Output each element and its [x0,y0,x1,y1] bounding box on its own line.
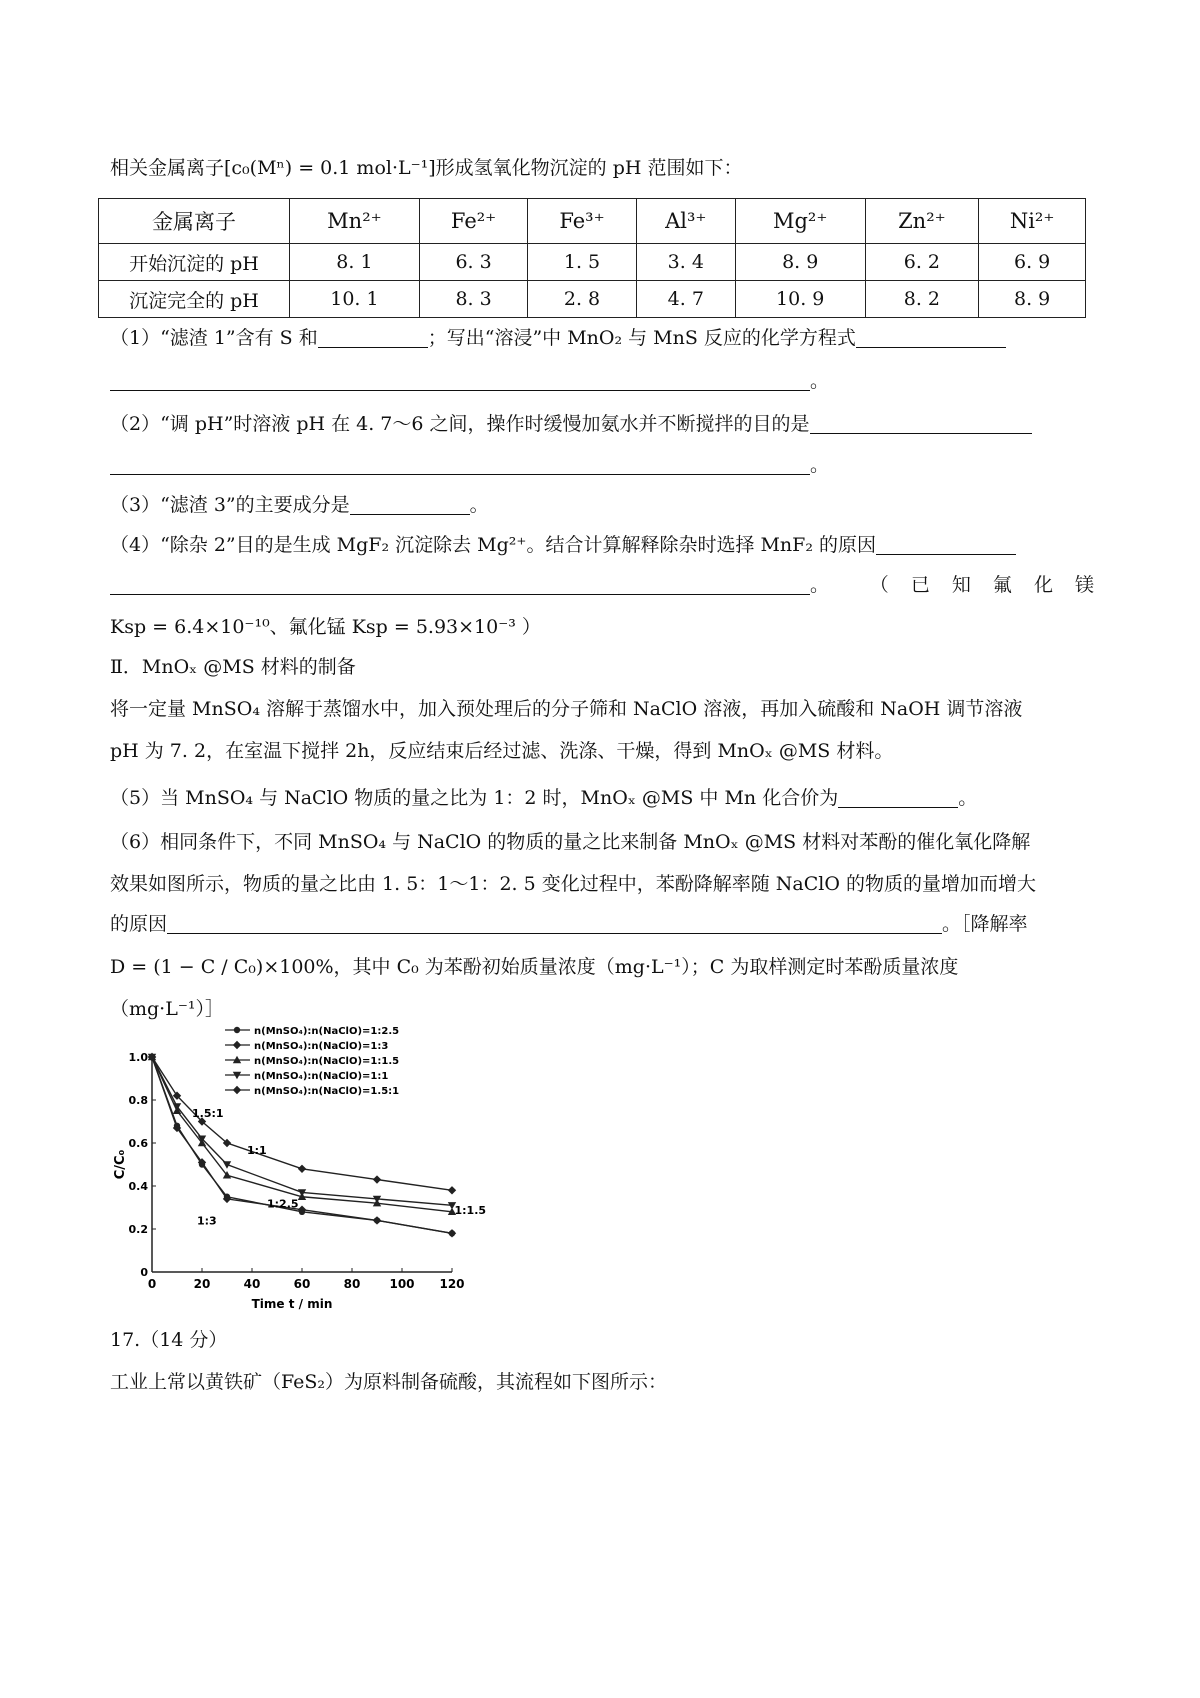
q6-text-a: 的原因 [110,913,168,935]
question-6-line2: 效果如图所示，物质的量之比由 1. 5：1～1：2. 5 变化过程中，苯酚降解率随 NaClO 的物质的量增加而增大 [110,873,1036,895]
data-point [234,1027,240,1033]
legend-label: n(MnSO₄):n(NaClO)=1.5:1 [254,1086,400,1097]
question-6: （6）相同条件下，不同 MnSO₄ 与 NaClO 的物质的量之比来制备 MnOₓ @MS 材料对苯酚的催化氧化降解 [110,831,1031,853]
question-4-cont [110,572,1102,598]
paragraph: pH 为 7. 2，在室温下搅拌 2h，反应结束后经过滤、洗涤、干燥，得到 MnOₓ @MS 材料。 [110,740,894,762]
data-point [373,1175,381,1183]
y-tick-label: 0 [140,1266,148,1279]
row-label: 沉淀完全的 pH [99,281,290,318]
x-tick-label: 120 [439,1277,465,1291]
answer-blank[interactable] [350,494,470,515]
y-tick-label: 0.6 [128,1137,148,1150]
q5-text: （5）当 MnSO₄ 与 NaClO 物质的量之比为 1：2 时，MnOₓ @MS 中 Mn 化合价为 [110,787,839,809]
table-cell: 10. 9 [735,281,865,318]
table-cell: 4. 7 [636,281,735,318]
ion-header: Ni²⁺ [979,199,1086,244]
answer-blank[interactable] [856,327,1006,348]
end-mark: 。 [958,787,978,809]
question-2-cont [110,452,829,478]
row-label: 开始沉淀的 pH [99,244,290,281]
ion-header: Al³⁺ [636,199,735,244]
legend-item [225,1071,388,1082]
table-header-label: 金属离子 [99,199,290,244]
ph-range-table [98,198,1086,318]
intro-line: 相关金属离子[c₀(Mⁿ) = 0.1 mol·L⁻¹]形成氢氧化物沉淀的 pH 范围如下： [110,157,743,179]
table-cell: 6. 3 [419,244,527,281]
answer-blank[interactable] [110,370,810,391]
table-cell: 3. 4 [636,244,735,281]
x-tick-label: 40 [243,1277,261,1291]
table-cell: 6. 2 [865,244,979,281]
table-cell: 8. 9 [735,244,865,281]
legend-label: n(MnSO₄):n(NaClO)=1:3 [254,1041,389,1052]
answer-blank[interactable] [810,413,1032,434]
annotation-label: 1:2.5 [267,1197,299,1211]
y-axis-label: C/C₀ [113,1149,128,1180]
q6-text-b: 。［降解率 [942,913,1028,935]
section-2-title: Ⅱ．MnOₓ @MS 材料的制备 [110,656,356,678]
data-point [373,1216,381,1224]
table-cell: 8. 1 [290,244,420,281]
legend-item [225,1041,388,1052]
annotation-label: 1:3 [197,1214,217,1228]
table-cell: 10. 1 [290,281,420,318]
question-17-text: 工业上常以黄铁矿（FeS₂）为原料制备硫酸，其流程如下图所示： [110,1371,668,1393]
end-mark: 。 [810,454,830,476]
end-mark: 。 [810,370,830,392]
degradation-chart [110,1022,490,1322]
q4-note: （ 已 知 氟 化 镁 [869,574,1102,596]
ion-header: Zn²⁺ [865,199,979,244]
legend-label: n(MnSO₄):n(NaClO)=1:1 [254,1071,389,1082]
paragraph: 将一定量 MnSO₄ 溶解于蒸馏水中，加入预处理后的分子筛和 NaClO 溶液，再加入硫酸和 NaOH 调节溶液 [110,698,1023,720]
data-point [448,1229,456,1237]
table-cell: 8. 3 [419,281,527,318]
legend-item [225,1056,399,1067]
annotation-label: 1:1 [247,1143,267,1157]
question-17-number: 17.（14 分） [110,1329,228,1351]
data-point [298,1165,306,1173]
annotation-label: 1:1.5 [454,1203,487,1217]
legend-item [225,1026,399,1037]
q3-text: （3）“滤渣 3”的主要成分是 [110,494,350,516]
x-tick-label: 60 [293,1277,311,1291]
chart-legend [225,1026,399,1097]
question-6-line5: （mg·L⁻¹）］ [110,998,224,1020]
answer-blank[interactable] [110,454,810,475]
q1-text-a: （1）“滤渣 1”含有 S 和 [110,327,318,349]
y-tick-label: 0.2 [128,1223,148,1236]
legend-label: n(MnSO₄):n(NaClO)=1:2.5 [254,1026,400,1037]
question-5 [110,785,977,811]
y-tick-label: 0.4 [128,1180,148,1193]
y-tick-label: 0.8 [128,1094,148,1107]
answer-blank[interactable] [318,327,428,348]
x-tick-label: 20 [193,1277,211,1291]
table-cell: 8. 2 [865,281,979,318]
question-3 [110,492,489,518]
ion-header: Fe²⁺ [419,199,527,244]
ion-header: Mn²⁺ [290,199,420,244]
q4-text: （4）“除杂 2”目的是生成 MgF₂ 沉淀除去 Mg²⁺。结合计算解释除杂时选择 MnF₂ 的原因 [110,534,877,556]
table-cell: 1. 5 [528,244,636,281]
question-1-cont [110,368,829,394]
question-2 [110,411,1032,437]
q4-ksp: Ksp = 6.4×10⁻¹⁰、氟化锰 Ksp = 5.93×10⁻³ ） [110,616,541,638]
x-axis-label: Time t / min [251,1297,333,1311]
answer-blank[interactable] [876,534,1016,555]
table-cell: 6. 9 [979,244,1086,281]
answer-blank[interactable] [838,787,958,808]
question-4 [110,532,1016,558]
data-point [233,1041,241,1049]
answer-blank[interactable] [110,574,810,595]
ion-header: Mg²⁺ [735,199,865,244]
legend-label: n(MnSO₄):n(NaClO)=1:1.5 [254,1056,400,1067]
end-mark: 。 [810,574,830,596]
x-tick-label: 100 [389,1277,415,1291]
question-6-line4: D = (1 − C / C₀)×100%，其中 C₀ 为苯酚初始质量浓度（mg·L⁻¹）；C 为取样测定时苯酚质量浓度 [110,956,959,978]
x-tick-label: 0 [147,1277,157,1291]
data-point [233,1086,241,1094]
y-tick-label: 1.0 [128,1051,148,1064]
q2-text: （2）“调 pH”时溶液 pH 在 4. 7～6 之间，操作时缓慢加氨水并不断搅拌的目的是 [110,413,810,435]
annotation-label: 1.5:1 [192,1107,224,1121]
table-cell: 2. 8 [528,281,636,318]
end-mark: 。 [469,494,489,516]
ion-header: Fe³⁺ [528,199,636,244]
question-1 [110,325,1006,351]
data-point [448,1186,456,1194]
legend-item [225,1086,399,1097]
answer-blank[interactable] [167,913,942,934]
x-tick-label: 80 [343,1277,361,1291]
question-6-line3 [110,911,1028,937]
q1-text-b: ；写出“溶浸”中 MnO₂ 与 MnS 反应的化学方程式 [427,327,856,349]
table-cell: 8. 9 [979,281,1086,318]
